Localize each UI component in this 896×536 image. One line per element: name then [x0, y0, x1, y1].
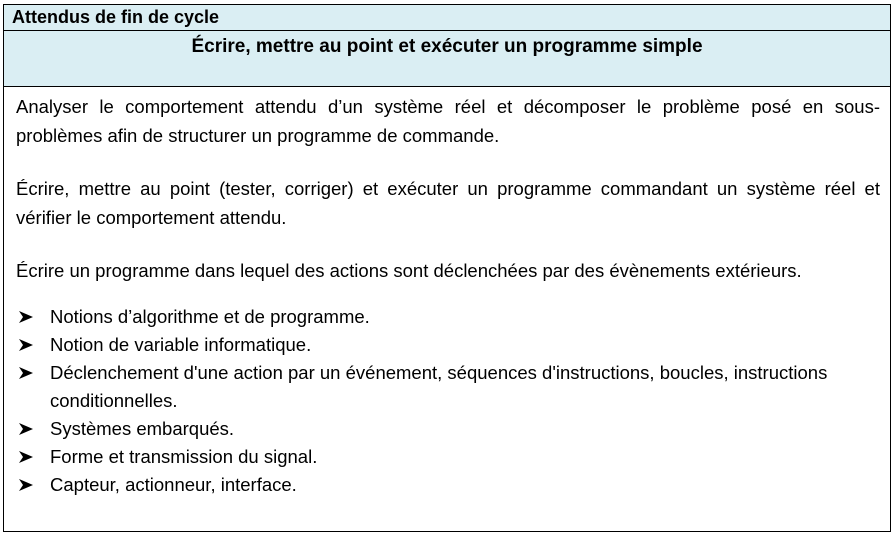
list-item: [16, 443, 880, 471]
list-item-text: Systèmes embarqués.: [50, 418, 235, 439]
list-item: [16, 359, 880, 415]
list-item: [16, 415, 880, 443]
arrow-bullet-icon: [18, 443, 36, 471]
arrow-bullet-icon: [18, 415, 36, 443]
table-content: [4, 87, 890, 499]
arrow-bullet-icon: [18, 471, 36, 499]
notions-list: [16, 303, 880, 499]
list-item-text: Notions d’algorithme et de programme.: [50, 306, 370, 327]
competency-table: [3, 4, 891, 532]
list-item: [16, 331, 880, 359]
list-item: [16, 471, 880, 499]
list-item: [16, 303, 880, 331]
list-item-text: Notion de variable informatique.: [50, 334, 312, 355]
arrow-bullet-icon: [18, 303, 36, 331]
list-item-text: Déclenchement d'une action par un événement, séquences d'instructions, boucles, instructions conditionnelles.: [50, 362, 828, 411]
paragraph-ecrire-tester: Écrire, mettre au point (tester, corriger) et exécuter un programme commandant un système réel et vérifier le comportement attendu.: [16, 178, 880, 228]
list-item-text: Forme et transmission du signal.: [50, 446, 318, 467]
paragraph-analyse: Analyser le comportement attendu d’un système réel et décomposer le problème posé en sous-problèmes afin de structurer un programme de commande.: [16, 96, 880, 146]
arrow-bullet-icon: [18, 331, 36, 359]
arrow-bullet-icon: [18, 359, 36, 387]
table-subtitle: Écrire, mettre au point et exécuter un programme simple: [4, 31, 890, 87]
list-item-text: Capteur, actionneur, interface.: [50, 474, 297, 495]
paragraph-evenements: Écrire un programme dans lequel des actions sont déclenchées par des évènements extérieurs.: [16, 260, 802, 281]
table-header: Attendus de fin de cycle: [4, 5, 890, 31]
